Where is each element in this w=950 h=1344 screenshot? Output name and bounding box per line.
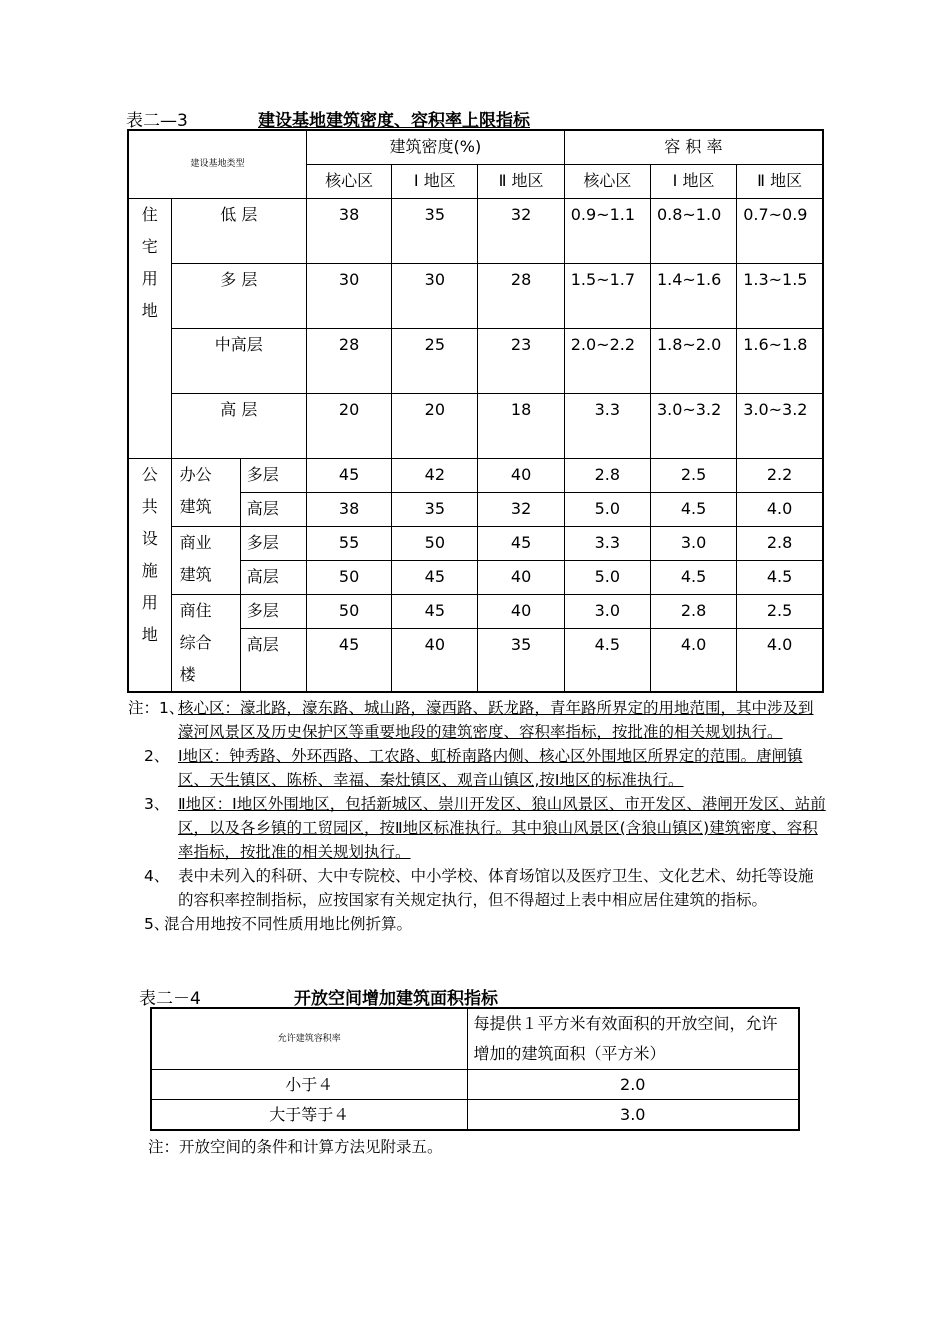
cell: 23: [478, 328, 564, 393]
cell: 2.8: [737, 526, 823, 560]
sub-type: 多层: [240, 458, 306, 492]
group-name: 商住综合楼: [171, 594, 240, 692]
cell: 50: [306, 594, 391, 629]
cell: 4.0: [650, 629, 736, 692]
cell: 0.9~1.1: [564, 198, 650, 263]
cell: 3.0: [467, 1100, 799, 1131]
density-far-table: [127, 129, 824, 693]
sub-type: 多层: [240, 526, 306, 560]
cell: 3.3: [564, 526, 650, 560]
table-row: [128, 263, 823, 328]
note-text: Ⅱ地区：Ⅰ地区外围地区，包括新城区、崇川开发区、狼山风景区、市开发区、港闸开发区、站前区，以及各乡镇的工贸园区，按Ⅱ地区标准执行。其中狼山风景区(含狼山镇区)建筑密度、容积率指标，按批准的相关规划执行。: [178, 795, 826, 861]
table1-name: 建设基地建筑密度、容积率上限指标: [258, 111, 530, 131]
cell: 1.3~1.5: [737, 263, 823, 328]
cell: 3.3: [564, 393, 650, 458]
row-name: 多 层: [171, 263, 306, 328]
cell: 2.0: [467, 1070, 799, 1100]
sub-type: 多层: [240, 594, 306, 629]
cell: 大于等于４: [151, 1100, 467, 1131]
cell: 35: [392, 198, 478, 263]
cell: 2.8: [564, 458, 650, 492]
table1-title: [126, 106, 530, 131]
note-label: 5、: [144, 915, 170, 933]
header-site-type: 建设基地类型: [128, 130, 306, 198]
header-sub: 核心区: [564, 164, 650, 198]
residential-label: 住 宅 用 地: [128, 198, 171, 458]
table1-code: 表二—3: [126, 111, 188, 131]
cell: 1.5~1.7: [564, 263, 650, 328]
cell: 3.0~3.2: [737, 393, 823, 458]
cell: 50: [392, 526, 478, 560]
cell: 30: [392, 263, 478, 328]
table-row: [128, 458, 823, 492]
cell: 45: [306, 458, 391, 492]
header-sub: Ⅰ 地区: [392, 164, 478, 198]
header-sub: Ⅱ 地区: [737, 164, 823, 198]
cell: 18: [478, 393, 564, 458]
group-name: 办公建筑: [171, 458, 240, 526]
cell: 2.0~2.2: [564, 328, 650, 393]
cell: 40: [478, 560, 564, 594]
table-row: [151, 1070, 799, 1100]
cell: 55: [306, 526, 391, 560]
cell: 32: [478, 492, 564, 526]
cell: 28: [478, 263, 564, 328]
cell: 5.0: [564, 492, 650, 526]
header-extra-area: 每提供１平方米有效面积的开放空间，允许增加的建筑面积（平方米）: [467, 1008, 799, 1070]
note-text: Ⅰ地区：钟秀路、外环西路、工农路、虹桥南路内侧、核心区外围地区所界定的范围。唐闸镇区、天生镇区、陈桥、幸福、秦灶镇区、观音山镇区,按Ⅰ地区的标准执行。: [178, 747, 803, 789]
public-label: 公 共 设 施 用 地: [128, 458, 171, 692]
cell: 45: [392, 560, 478, 594]
table2-note: 注：开放空间的条件和计算方法见附录五。: [148, 1138, 443, 1156]
note-label: 4、: [144, 867, 170, 885]
note-1: [128, 696, 828, 744]
note-label: 2、: [144, 747, 170, 765]
note-text: 混合用地按不同性质用地比例折算。: [164, 915, 413, 933]
open-space-table: [150, 1007, 800, 1131]
cell: 5.0: [564, 560, 650, 594]
table2-code: 表二－4: [139, 989, 201, 1009]
row-name: 中高层: [171, 328, 306, 393]
table2-name: 开放空间增加建筑面积指标: [294, 989, 498, 1009]
cell: 4.0: [737, 492, 823, 526]
cell: 4.5: [737, 560, 823, 594]
note-text: 核心区：濠北路，濠东路、城山路，濠西路、跃龙路，青年路所界定的用地范围，其中涉及到濠河风景区及历史保护区等重要地段的建筑密度、容积率指标，按批准的相关规划执行。: [178, 699, 814, 741]
cell: 30: [306, 263, 391, 328]
cell: 28: [306, 328, 391, 393]
cell: 40: [478, 594, 564, 629]
table-row: [128, 594, 823, 629]
sub-type: 高层: [240, 560, 306, 594]
header-sub: Ⅱ 地区: [478, 164, 564, 198]
table-row: [128, 198, 823, 263]
cell: 35: [392, 492, 478, 526]
cell: 20: [306, 393, 391, 458]
note-5: [128, 912, 828, 936]
cell: 2.5: [650, 458, 736, 492]
cell: 小于４: [151, 1070, 467, 1100]
cell: 40: [392, 629, 478, 692]
cell: 45: [306, 629, 391, 692]
note-text: 表中未列入的科研、大中专院校、中小学校、体育场馆以及医疗卫生、文化艺术、幼托等设施的容积率控制指标，应按国家有关规定执行，但不得超过上表中相应居住建筑的指标。: [178, 867, 814, 909]
cell: 4.0: [737, 629, 823, 692]
cell: 4.5: [564, 629, 650, 692]
table-row: [128, 328, 823, 393]
cell: 3.0: [650, 526, 736, 560]
header-far-allowed: 允许建筑容积率: [151, 1008, 467, 1070]
cell: 42: [392, 458, 478, 492]
cell: 20: [392, 393, 478, 458]
note-2: [128, 744, 828, 792]
note-4: [128, 864, 828, 912]
cell: 3.0: [564, 594, 650, 629]
header-density: 建筑密度(%): [306, 130, 564, 164]
sub-type: 高层: [240, 492, 306, 526]
header-sub: Ⅰ 地区: [650, 164, 736, 198]
sub-type: 高层: [240, 629, 306, 692]
cell: 1.6~1.8: [737, 328, 823, 393]
note-label: 注：1、: [128, 699, 185, 717]
table-row: [128, 526, 823, 560]
cell: 50: [306, 560, 391, 594]
cell: 0.7~0.9: [737, 198, 823, 263]
row-name: 低 层: [171, 198, 306, 263]
cell: 40: [478, 458, 564, 492]
header-far: 容 积 率: [564, 130, 823, 164]
cell: 4.5: [650, 560, 736, 594]
cell: 1.4~1.6: [650, 263, 736, 328]
cell: 35: [478, 629, 564, 692]
cell: 38: [306, 198, 391, 263]
cell: 3.0~3.2: [650, 393, 736, 458]
group-name: 商业建筑: [171, 526, 240, 594]
cell: 45: [392, 594, 478, 629]
cell: 1.8~2.0: [650, 328, 736, 393]
note-3: [128, 792, 828, 864]
header-sub: 核心区: [306, 164, 391, 198]
cell: 0.8~1.0: [650, 198, 736, 263]
cell: 2.8: [650, 594, 736, 629]
cell: 38: [306, 492, 391, 526]
note-label: 3、: [144, 795, 170, 813]
notes: [128, 696, 828, 936]
cell: 32: [478, 198, 564, 263]
table2-title: [139, 984, 498, 1009]
cell: 4.5: [650, 492, 736, 526]
cell: 2.2: [737, 458, 823, 492]
cell: 45: [478, 526, 564, 560]
table-row: [128, 393, 823, 458]
cell: 25: [392, 328, 478, 393]
cell: 2.5: [737, 594, 823, 629]
table-row: [151, 1100, 799, 1131]
row-name: 高 层: [171, 393, 306, 458]
